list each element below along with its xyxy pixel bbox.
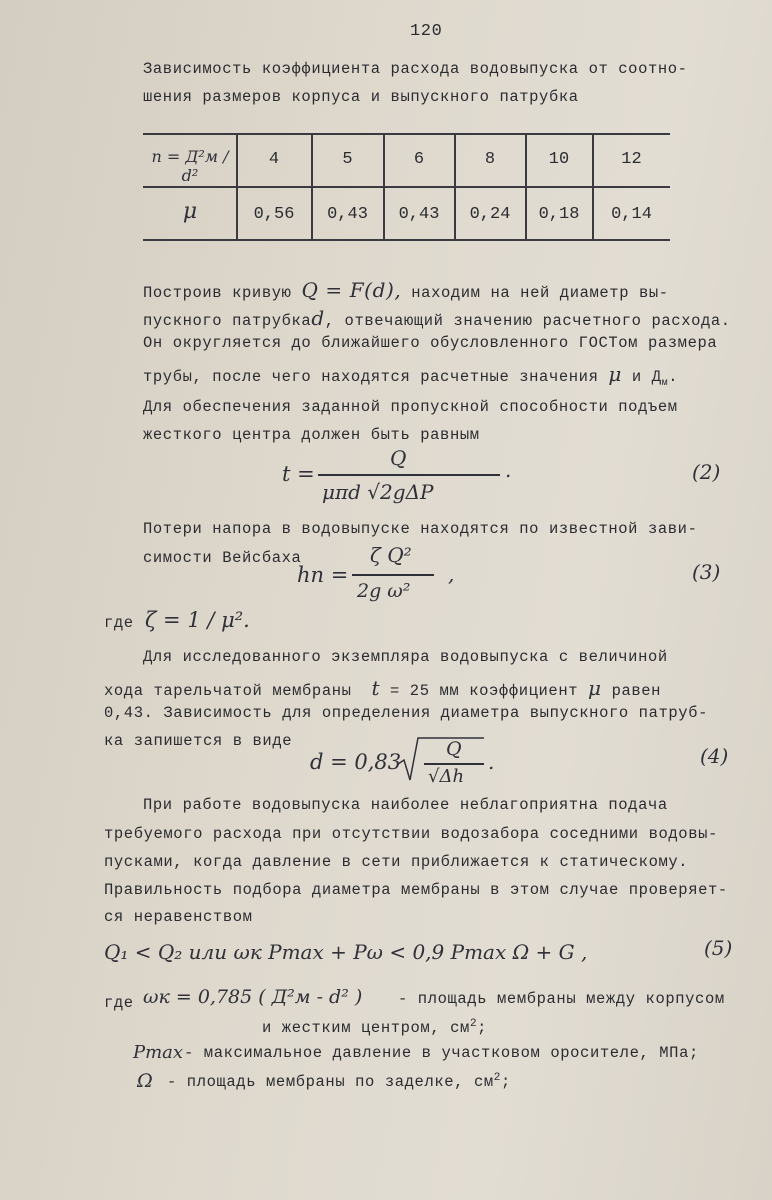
omega-symbol: Ω [137, 1070, 153, 1092]
table-row-label-mu: μ [182, 199, 198, 224]
equation-2-number: (2) [692, 460, 721, 484]
table-cell-mu: 0,56 [253, 205, 295, 224]
table-cell-mu: 0,14 [611, 205, 652, 224]
table-cell-n: 4 [268, 150, 280, 169]
zeta-formula: ζ = 1 / μ². [145, 608, 250, 632]
fraction-bar [352, 574, 434, 576]
table-cell-mu: 0,24 [469, 205, 511, 224]
paragraph-line: Для обеспечения заданной пропускной способности подъем [143, 398, 678, 416]
table-cell-n: 5 [342, 150, 353, 169]
equation-4-number: (4) [700, 744, 729, 768]
equation-4-lhs: d = 0,83 [310, 750, 402, 774]
paragraph-line: пускного патрубкаd, отвечающий значению расчетного расхода. [143, 306, 731, 330]
paragraph-line: трубы, после чего находятся расчетные значения μ и $Д_м$. [143, 362, 679, 390]
paragraph-line: пусками, когда давление в сети приближается к статическому. [104, 853, 689, 871]
equation-2-numerator: Q [390, 446, 407, 470]
table-cell-mu: 0,43 [327, 205, 368, 224]
omega-k-description-2: и жестким центром, $см^2$; [262, 1018, 488, 1038]
paragraph-line: Для исследованного экземпляра водовыпуска с величиной [143, 648, 668, 666]
equation-3-numerator: ζ Q² [370, 543, 412, 567]
table-row-label-n: n = Д²м / d² [151, 147, 229, 185]
paragraph-line: ся неравенством [104, 908, 253, 926]
fraction-bar [424, 763, 484, 765]
equation-3-lhs: hп = [297, 563, 349, 587]
table-cell-n: 6 [413, 150, 425, 169]
table-cell-n: 10 [548, 150, 570, 169]
table-title-line2: шения размеров корпуса и выпускного патрубка [143, 88, 579, 106]
table-title-line1: Зависимость коэффициента расхода водовыпуска от соотно- [143, 60, 688, 78]
paragraph-line: 0,43. Зависимость для определения диаметра выпускного патруб- [104, 704, 708, 722]
paragraph-line: хода тарельчатой мембраны t = 25 мм коэффициент μ равен [104, 676, 662, 700]
table-cell-n: 8 [484, 150, 496, 169]
paragraph-line: требуемого расхода при отсутствии водозабора соседними водовы- [104, 825, 718, 843]
equation-5: Q₁ < Q₂ или ωк Pmax + Pω < 0,9 Pmax Ω + G , [104, 940, 588, 964]
formula-q-f-d: Q = F(d), [301, 278, 402, 302]
pmax-description: - максимальное давление в участковом оросителе, МПа; [184, 1044, 699, 1062]
equation-3-number: (3) [692, 560, 721, 584]
paragraph-line: Он округляется до ближайшего обусловленного ГОСТом размера [143, 334, 718, 352]
paragraph-line: симости Вейсбаха [143, 549, 302, 567]
omega-description: - площадь мембраны по заделке, $см^2$; [167, 1072, 511, 1092]
where-label: где [104, 614, 134, 632]
fraction-bar [318, 474, 500, 476]
document-page: 120 Зависимость коэффициента расхода водовыпуска от соотно- шения размеров корпуса и выпускного патрубка n = Д²м / d² μ 4 5 6 8 10 12 0,56 0,43 0,43 0,24 0,18 0,14 Построив кривую Q = F(d), находим на ней диаметр вы- пускного патрубкаd, отвечающий значению расчетного расхода. Он округляется до ближайшего обусловленного ГОСТом размера трубы, после чего находятся расчетные значения μ и $Д_м$. Для обеспечения заданной пропускной способности подъем жесткого центра должен быть равным t = Q μπd √2gΔP . (2) Потери напора в водовыпуске находятся по известной зави- симости Вейсбаха hп = ζ Q² 2g ω² , (3) где ζ = 1 / μ². Для исследованного экземпляра водовыпуска с величиной хода тарельчатой мембраны t = 25 мм коэффициент μ равен 0,43. Зависимость для определения диаметра выпускного патруб- ка запишется в виде d = 0,83 Q √Δh . (4) При работе водовыпуска наиболее неблагоприятна подача требуемого расхода при отсутствии водозабора соседними водовы- пусками, когда давление в сети приближается к статическому. Правильность подбора диаметра мембраны в этом случае проверяет- ся неравенством Q₁ < Q₂ или ωк Pmax + Pω < 0,9 Pmax Ω + G , (5) где ωк = 0,785 ( Д²м - d² ) - площадь мембраны между корпусом и жестким центром, $см^2$; Pmax - максимальное давление в участковом оросителе, МПа; Ω - площадь мембраны по заделке, $см^2$; [0, 0, 772, 1200]
table-cell-mu: 0,43 [398, 205, 440, 224]
equation-2-lhs: t = [282, 462, 315, 486]
table-cell-mu: 0,18 [538, 205, 580, 224]
equation-4-denominator: √Δh [428, 766, 465, 787]
equation-4-numerator: Q [446, 738, 462, 760]
paragraph-line: Правильность подбора диаметра мембраны в этом случае проверяет- [104, 881, 728, 899]
paragraph-line: Построив кривую Q = F(d), находим на ней диаметр вы- [143, 278, 669, 302]
paragraph-line: Потери напора в водовыпуске находятся по известной зави- [143, 520, 698, 538]
omega-k-description: - площадь мембраны между корпусом [398, 990, 725, 1008]
paragraph-line: При работе водовыпуска наиболее неблагоприятна подача [143, 796, 668, 814]
equation-5-number: (5) [704, 936, 733, 960]
table-cell-n: 12 [621, 150, 642, 169]
paragraph-line: ка запишется в виде [104, 732, 293, 750]
equation-3-denominator: 2g ω² [357, 580, 411, 602]
omega-k-formula: ωк = 0,785 ( Д²м - d² ) [143, 986, 363, 1008]
where-label: где [104, 994, 134, 1012]
paragraph-line: жесткого центра должен быть равным [143, 426, 480, 444]
pmax-symbol: Pmax [133, 1042, 184, 1063]
page-number: 120 [410, 22, 443, 41]
coefficient-table [143, 133, 670, 241]
equation-2-denominator: μπd √2gΔP [322, 480, 434, 504]
